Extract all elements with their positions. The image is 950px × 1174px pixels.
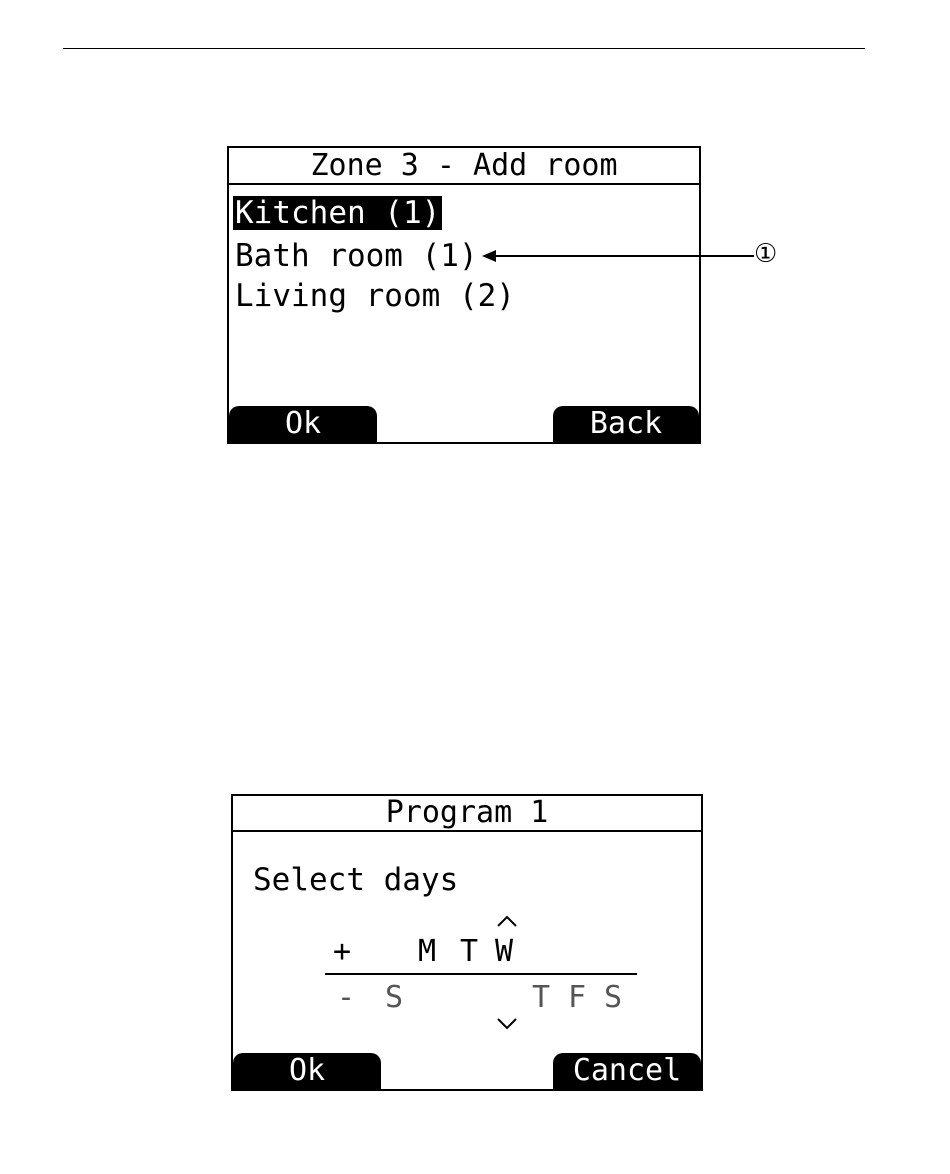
program-select-days-screen (231, 794, 703, 1091)
day-monday[interactable]: M (418, 934, 437, 969)
active-days-row (233, 934, 701, 974)
ok-softkey[interactable]: Ok (229, 406, 377, 442)
room-item-living-room[interactable]: Living room (2) (235, 278, 515, 314)
days-divider (325, 973, 637, 975)
caret-up-icon (496, 914, 518, 928)
plus-button[interactable]: + (333, 934, 352, 969)
screen-title: Program 1 (233, 796, 701, 832)
minus-button[interactable]: - (337, 980, 356, 1015)
ok-softkey[interactable]: Ok (233, 1053, 381, 1089)
caret-down-icon (496, 1017, 518, 1031)
add-room-screen (227, 146, 701, 444)
day-tuesday[interactable]: T (460, 934, 479, 969)
callout-line (494, 255, 754, 257)
room-item-bath-room[interactable]: Bath room (1) (235, 238, 478, 274)
day-thursday[interactable]: T (532, 980, 551, 1015)
room-item-kitchen[interactable]: Kitchen (1) (235, 195, 441, 231)
back-softkey[interactable]: Back (553, 406, 699, 442)
cancel-softkey[interactable]: Cancel (553, 1053, 701, 1089)
screen-title: Zone 3 - Add room (229, 148, 699, 185)
day-wednesday[interactable]: W (495, 934, 514, 969)
day-saturday[interactable]: S (604, 980, 623, 1015)
day-friday[interactable]: F (568, 980, 587, 1015)
room-list (233, 196, 517, 316)
select-days-prompt: Select days (253, 862, 459, 898)
callout-number: ① (754, 239, 778, 269)
day-sunday[interactable]: S (385, 980, 404, 1015)
inactive-days-row (233, 980, 701, 1020)
page-top-rule (63, 48, 865, 49)
